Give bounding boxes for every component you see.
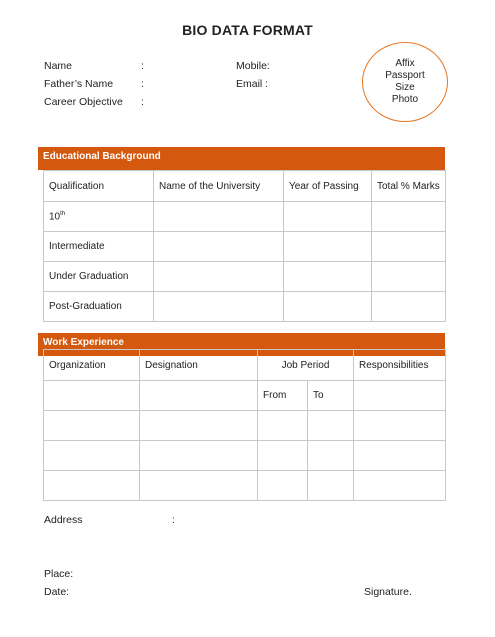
- education-section-header: Educational Background: [38, 147, 445, 170]
- signature-label: Signature.: [364, 586, 412, 598]
- year-cell[interactable]: [284, 202, 372, 232]
- work-table: [43, 349, 446, 501]
- photo-text-line: Size: [395, 82, 415, 93]
- to-cell[interactable]: [308, 441, 354, 471]
- designation-cell[interactable]: [140, 441, 258, 471]
- year-cell[interactable]: [284, 262, 372, 292]
- column-header: Total % Marks: [372, 171, 446, 202]
- designation-cell[interactable]: [140, 411, 258, 441]
- passport-photo-placeholder: [362, 42, 448, 122]
- career-objective-label: Career Objective: [44, 96, 123, 108]
- organization-cell[interactable]: [44, 381, 140, 411]
- qualification-label: Post-Graduation: [49, 301, 122, 312]
- designation-cell[interactable]: [140, 381, 258, 411]
- year-cell[interactable]: [284, 292, 372, 322]
- father-name-colon: :: [141, 78, 144, 90]
- organization-cell[interactable]: [44, 411, 140, 441]
- designation-cell[interactable]: [140, 471, 258, 501]
- to-cell[interactable]: [308, 471, 354, 501]
- education-header-row: [44, 171, 446, 202]
- qualification-cell[interactable]: [44, 262, 154, 292]
- university-cell[interactable]: [154, 292, 284, 322]
- responsibilities-cell[interactable]: [354, 411, 446, 441]
- email-label: Email: [236, 78, 263, 90]
- table-row: [44, 381, 446, 411]
- column-header: Job Period: [258, 350, 354, 381]
- marks-cell[interactable]: [372, 292, 446, 322]
- university-cell[interactable]: [154, 262, 284, 292]
- name-label: Name: [44, 60, 73, 72]
- email-colon: :: [265, 78, 268, 90]
- place-label: Place:: [44, 568, 74, 580]
- table-row: [44, 292, 446, 322]
- column-header: Qualification: [44, 171, 154, 202]
- qualification-cell[interactable]: [44, 202, 154, 232]
- work-section-header: Work Experience: [38, 333, 445, 356]
- university-cell[interactable]: [154, 232, 284, 262]
- column-header: Responsibilities: [354, 350, 446, 381]
- mobile-label: Mobile:: [236, 60, 270, 72]
- year-cell[interactable]: [284, 232, 372, 262]
- table-row: [44, 471, 446, 501]
- date-label: Date:: [44, 586, 70, 598]
- responsibilities-cell[interactable]: [354, 471, 446, 501]
- education-table: [43, 170, 446, 322]
- marks-cell[interactable]: [372, 202, 446, 232]
- organization-cell[interactable]: [44, 471, 140, 501]
- marks-cell[interactable]: [372, 232, 446, 262]
- name-colon: :: [141, 60, 144, 72]
- photo-text-line: Affix: [395, 58, 415, 69]
- table-row: [44, 262, 446, 292]
- table-row: [44, 202, 446, 232]
- column-header: Designation: [140, 350, 258, 381]
- page-title: BIO DATA FORMAT: [182, 22, 313, 38]
- to-subheader: To: [308, 381, 354, 411]
- qualification-label: Under Graduation: [49, 271, 129, 282]
- father-name-label: Father’s Name: [44, 78, 114, 90]
- university-cell[interactable]: [154, 202, 284, 232]
- qualification-label: 10: [49, 211, 61, 223]
- responsibilities-cell[interactable]: [354, 381, 446, 411]
- column-header: Year of Passing: [284, 171, 372, 202]
- from-subheader: From: [258, 381, 308, 411]
- column-header: Organization: [44, 350, 140, 381]
- marks-cell[interactable]: [372, 262, 446, 292]
- to-cell[interactable]: [308, 411, 354, 441]
- address-label: Address: [44, 514, 83, 526]
- table-row: [44, 441, 446, 471]
- career-objective-colon: :: [141, 96, 144, 108]
- responsibilities-cell[interactable]: [354, 441, 446, 471]
- photo-text-line: Passport: [385, 70, 425, 81]
- photo-text-line: Photo: [391, 94, 419, 105]
- address-colon: :: [172, 514, 175, 526]
- from-cell[interactable]: [258, 471, 308, 501]
- from-cell[interactable]: [258, 441, 308, 471]
- table-row: [44, 411, 446, 441]
- from-cell[interactable]: [258, 411, 308, 441]
- table-row: [44, 232, 446, 262]
- qualification-cell[interactable]: [44, 232, 154, 262]
- work-header-row: [44, 350, 446, 381]
- qualification-cell[interactable]: [44, 292, 154, 322]
- column-header: Name of the University: [154, 171, 284, 202]
- qualification-suffix: th: [60, 210, 66, 217]
- qualification-label: Intermediate: [49, 241, 105, 252]
- organization-cell[interactable]: [44, 441, 140, 471]
